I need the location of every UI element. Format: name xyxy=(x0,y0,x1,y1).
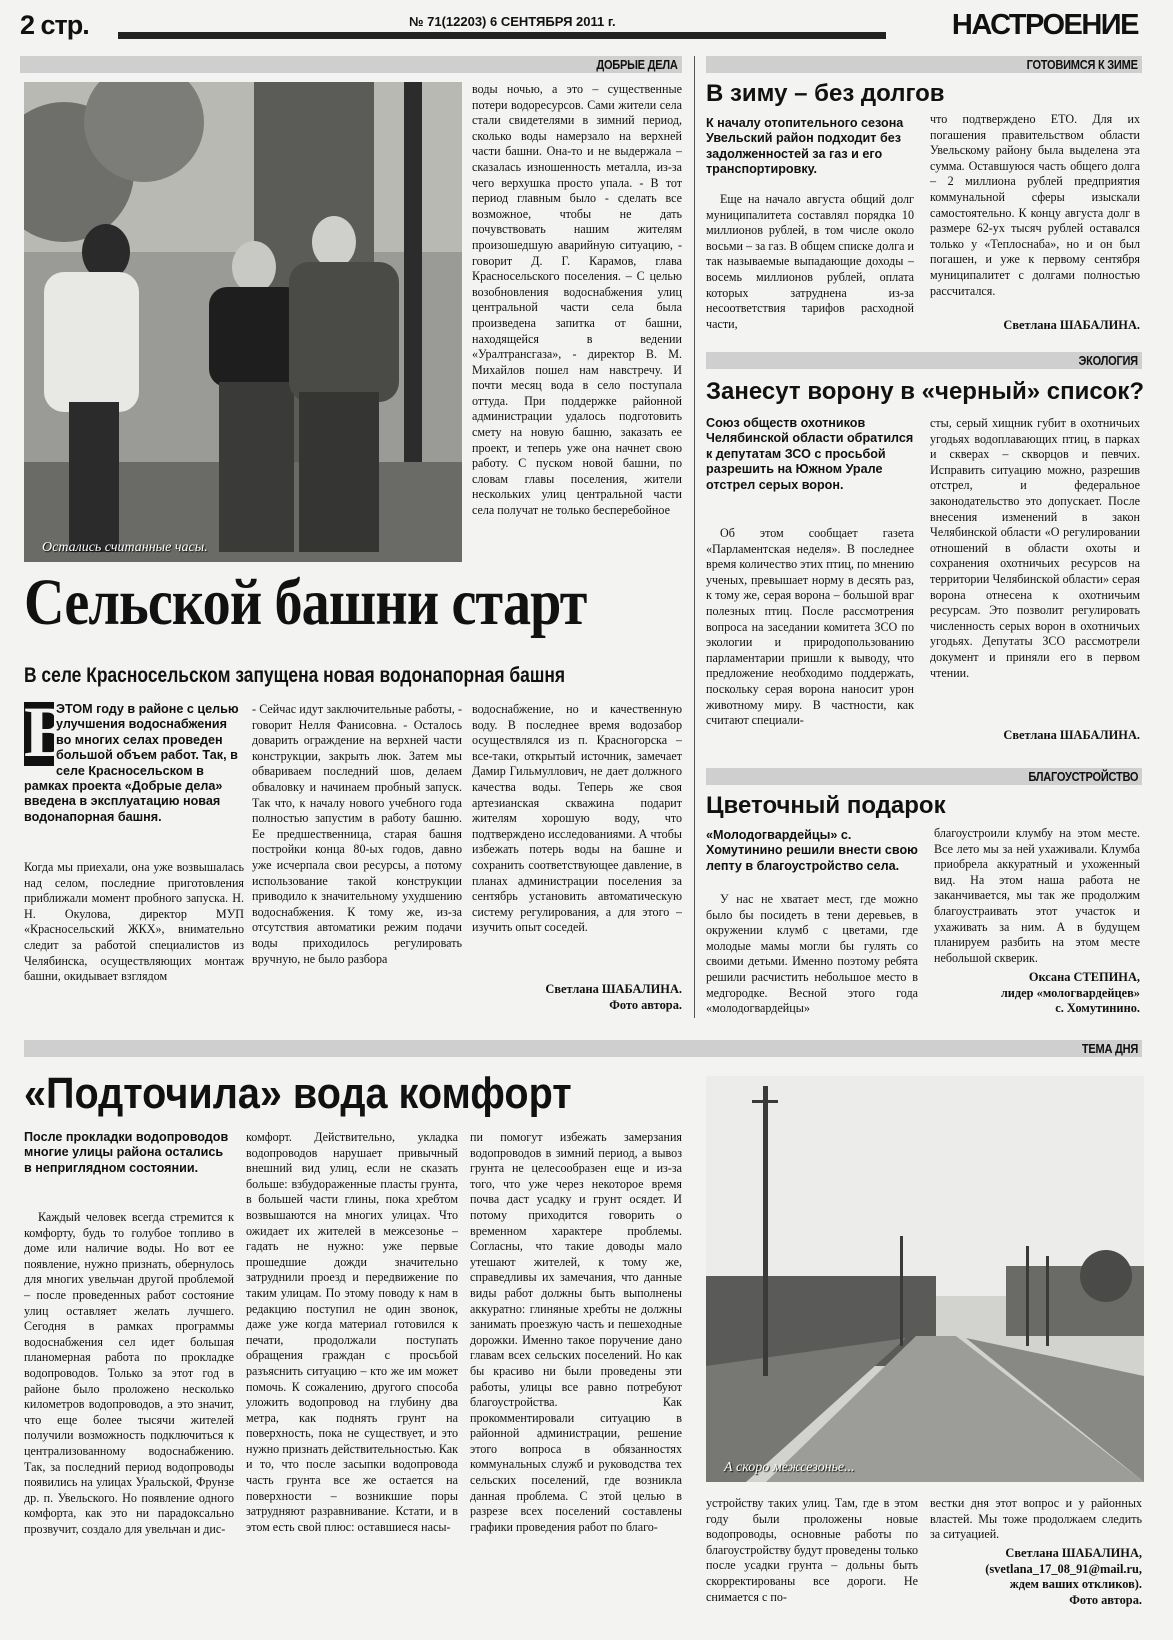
comfort-title: «Подточила» вода комфорт xyxy=(24,1069,572,1118)
winter-signature: Светлана ШАБАЛИНА. xyxy=(1003,318,1140,332)
rubric-improvement: БЛАГОУСТРОЙСТВО xyxy=(706,768,1142,785)
rubric-ecology: ЭКОЛОГИЯ xyxy=(706,352,1142,369)
tower-col-2: - Сейчас идут заключительные работы, - говорит Нелля Фанисовна. - Осталось доварить ограждение на верхней части конструкции, закрыть люк. Затем мы обвариваем последний шов, делаем обваловку и начинаем пробный запуск. Так что, к началу нового учебного года полностью запустим в работу башню. Ее предшественница, старая башня постройки конца 80-ых годов, давно уже исчерпала свои ресурсы, а потому использование такой конструкции приводило к значительному ухудшению водоснабжения. К тому же, из-за отсутствия автоматики режим подачи воды приходилось регулировать вручную, не было разбора xyxy=(252,702,462,966)
tower-dropcap: В xyxy=(24,702,73,772)
tower-right-column: воды ночью, а это – существенные потери водоресурсов. Сами жители села стали свидетелями в зимний период, сколько воды намерзало на верхней части башни. Она-то и не выдержала – сказалась изношенность металла, из-за чего верхушка просто упала. - В тот период главным было - сделать все возможное, чтобы не дать почувствовать нашим жителям произошедшую аварийную ситуацию, - говорит Д. Г. Карамов, глава Красносельского поселения. – С целью возобновления водоснабжения улиц центральной части села была произведена запитка от башни, находящейся в ведении «Уралтрансгаза», - директор В. М. Михайлов пошел нам навстречу. И почти месяц вода в село поступала оттуда. При поддержке районной администрации удалось подготовить смету на новую башню, заказать ее проект, и теперь уже она начнет свою работу. С пуском новой башни, по словам главы поселения, жители нескольких улиц центральной части села получат не только бесперебойное xyxy=(472,82,682,518)
tower-title: Сельской башни старт xyxy=(24,566,587,639)
flower-lead: «Молодогвардейцы» с. Хомутинино решили внести свою лепту в благоустройство села. xyxy=(706,828,918,873)
comfort-signature: Светлана ШАБАЛИНА, (svetlana_17_08_91@mail.ru, ждем ваших откликов). Фото автора. xyxy=(985,1546,1142,1607)
comfort-col-2: комфорт. Действительно, укладка водопроводов нарушает привычный внешний вид улиц, если не сказать больше: взбудораженные пласты грунта, в большей части глины, пока хребтом возвышаются на многих улицах. Что ожидает их жителей в межсезонье – гадать не нужно: уже первые прошедшие дожди значительно затруднили проезд и передвижение по таким улицам. По этому поводу к нам в редакцию поступил не один звонок, даже уже когда материал готовился к печати, продолжали поступать обращения граждан с просьбой разъяснить ситуацию – кто же им может помочь. К сожалению, другого способа уложить водопровод на глубину два метра, как поднять грунт на поверхность, пока не существует, и это нужно признать действительностью. Как и то, что после засыпки водопровода часть грунта все же остается на поверхности – возникшие поры затрудняют разравнивание. Кстати, и в этом есть свой плюс: оставшиеся насы- xyxy=(246,1130,458,1534)
section-title: НАСТРОЕНИЕ xyxy=(951,9,1138,41)
road-photo-image xyxy=(706,1076,1144,1482)
page-number: 2 стр. xyxy=(20,10,89,40)
comfort-col-3: пи помогут избежать замерзания водопроводов в зимний период, а вывоз грунта не целесообразен еще и из-за того, что уже через некоторое время почва даст усадку и грунт осядет. И потому приходится говорить о временном характере проблемы. Согласны, что такие доводы мало утешают жителей, к тому же, справедливы их замечания, что данные виды работ должны быть выполнены аккуратно: глиняные хребты не должны занимать проезжую часть и пешеходные дорожки. Именно такое поручение дано главам всех сельских поселений. Но как бы красиво ни были проведены эти работы, улицы все равно потребуют благоустройства. Как прокомментировали ситуацию в районной администрации, решение этого вопроса в обязанностях коммунальных служб и руководства тех сельских поселений, где возникла данная проблема. С этой целью в разрезе всех поселений составлены графики проведения работ по благо- xyxy=(470,1130,682,1534)
rubric-winter: ГОТОВИМСЯ К ЗИМЕ xyxy=(706,56,1142,73)
flower-signature: Оксана СТЕПИНА, лидер «мологвардейцев» с. Хомутинино. xyxy=(1000,970,1140,1016)
rubric-topic: ТЕМА ДНЯ xyxy=(24,1040,1142,1057)
vertical-divider xyxy=(694,56,695,1018)
tower-lead: В ЭТОМ году в районе с целью улучшения водоснабжения во многих селах проведен большой объем работ. Так, в селе Красносельском в рамках проекта «Добрые дела» введена в эксплуатацию новая водонапорная башня. xyxy=(24,702,239,824)
crow-signature: Светлана ШАБАЛИНА. xyxy=(1003,728,1140,742)
comfort-lead: После прокладки водопроводов многие улицы района остались в неприглядном состоянии. xyxy=(24,1130,229,1175)
road-photo xyxy=(706,1076,1144,1482)
tower-signature: Светлана ШАБАЛИНА. Фото автора. xyxy=(545,982,682,1012)
tower-col-1: Когда мы приехали, она уже возвышалась над селом, последние приготовления приближали момент пробного запуска. Н. Н. Окулова, директор МУП «Красносельский ЖКХ», внимательно следит за работой специалистов из Челябинска, осуществляющих монтаж башни, окидывает взглядом xyxy=(24,860,244,984)
tower-photo-caption: Остались считанные часы. xyxy=(42,540,208,555)
winter-title: В зиму – без долгов xyxy=(706,80,945,107)
crow-title: Занесут ворону в «черный» список? xyxy=(706,378,1144,405)
winter-col-1: Еще на начало августа общий долг муниципалитета составлял порядка 10 миллионов рублей, в том числе около восьми – за газ. В общем списке долга и так называемые выпадающие доходы – восемь миллионов рублей, оплата которых затруднена из-за несоответствия тарифов расходной части, xyxy=(706,192,914,331)
comfort-col-1: Каждый человек всегда стремится к комфорту, будь то голубое топливо в доме или наличие воды. Но вот ее появление, нужно признать, обернулось для многих увельчан другой проблемой – после проведенных работ состояние улиц оставляет желать лучшего. Сегодня в рамках программы водоснабжения сел идет большая планомерная работа по прокладке водопроводов. Только за этот год в районе было проложено несколько километров водопроводов, а это значит, что еще более тысячи жителей получили возможность подключиться к централизованному водоснабжению. Так, за последний период водопроводы появились на улицах Уральской, Фрунзе др. п. Увельского. Но появление одного комфорта, как это ни парадоксально прозвучит, создало для увельчан и дис- xyxy=(24,1210,234,1536)
winter-col-2: что подтверждено ЕТО. Для их погашения правительством области Увельскому району была выделена эта сумма. Оставшуюся часть общего долга – 2 миллиона рублей предприятия коммунальной сферы изыскали самостоятельно. К концу августа долг в размере 62-ух тысяч рублей оставался только у «Теплоснаба», но и он был погашен, и уже к первому сентября муниципалитет с долгами полностью рассчитался. xyxy=(930,112,1140,298)
flower-col-2: благоустроили клумбу на этом месте. Все лето мы за ней ухаживали. Клумба приобрела аккуратный и ухоженный вид. На этом наша работа не заканчивается, мы так же продолжим благоустраивать этот участок и ухаживать за ним. А в будущем планируем разбить на этом месте небольшой скверик. xyxy=(934,826,1140,965)
tower-subtitle: В селе Красносельском запущена новая водонапорная башня xyxy=(24,664,566,687)
header-rule xyxy=(118,32,886,39)
tower-photo-image xyxy=(24,82,462,562)
road-photo-caption: А скоро межсезонье... xyxy=(724,1460,855,1475)
comfort-col-5: вестки дня этот вопрос и у районных властей. Мы тоже продолжаем следить за ситуацией. xyxy=(930,1496,1142,1542)
crow-col-2: сты, серый хищник губит в охотничьих угодьях водоплавающих птиц, в парках и скверах – скворцов и певчих. Исправить ситуацию можно, разрешив отстрел, и федеральное законодательство это допускает. После внесения изменений в закон Челябинской области «О регулировании отношений в области охоты и сохранения охотничьих ресурсов на территории Челябинской области» серая ворона отнесена к охотничьим ресурсам. Это позволит регулировать численность серых ворон в охотничьих угодьях. Депутаты ЗСО рассмотрели документ и приняли его в первом чтении. xyxy=(930,416,1140,680)
crow-col-1: Об этом сообщает газета «Парламентская неделя». В последнее время количество этих птиц, по мнению ученых, превышает норму в десять раз, к тому же, серая ворона – большой враг полезных птиц. После рассмотрения вопроса на заседании комитета ЗСО по экологии и природопользованию парламентарии пришли к выводу, что предложение необходимо поддержать, поскольку серая ворона наносит урон животному миру. В частности, как считают специали- xyxy=(706,526,914,728)
winter-lead: К началу отопительного сезона Увельский район подходит без задолженностей за газ и его транспортировку. xyxy=(706,116,904,177)
tower-photo xyxy=(24,82,462,562)
crow-lead: Союз обществ охотников Челябинской области обратился к депутатам ЗСО с просьбой разрешить на Южном Урале отстрел серых ворон. xyxy=(706,416,914,492)
comfort-col-4: устройству таких улиц. Там, где в этом году были проложены новые водопроводы, основные работы по благоустройству будут проведены только после усадки грунта – дольны быть скорректированы все дороги. Не снимается с по- xyxy=(706,1496,918,1604)
flower-col-1: У нас не хватает мест, где можно было бы посидеть в тени деревьев, в окружении клумб с цветами, где молодые мамы могли бы гулять со своими детьми. Именно поэтому ребята решили расчистить небольшое место в медгородке. Весной этого года «молодогвардейцы» xyxy=(706,892,918,1016)
tower-col-3: водоснабжение, но и качественную воду. В последнее время водозабор осуществлялся из п. Красногорска – все-таки, открытый источник, замечает Дамир Гильмуллович, не дает должного качества воды. Теперь же своя артезианская скважина подарит жителям хорошую воду, что подтверждено исследованиями. А чтобы избежать потерь воды на башне и сохранить соответствующее давление, в планах администрации поселения за сентябрь установить автоматическую систему регулирования, а для этого – изучить опыт соседей. xyxy=(472,702,682,935)
issue-info: № 71(12203) 6 СЕНТЯБРЯ 2011 г. xyxy=(405,14,620,29)
flower-title: Цветочный подарок xyxy=(706,792,946,819)
rubric-good-deeds: ДОБРЫЕ ДЕЛА xyxy=(20,56,682,73)
